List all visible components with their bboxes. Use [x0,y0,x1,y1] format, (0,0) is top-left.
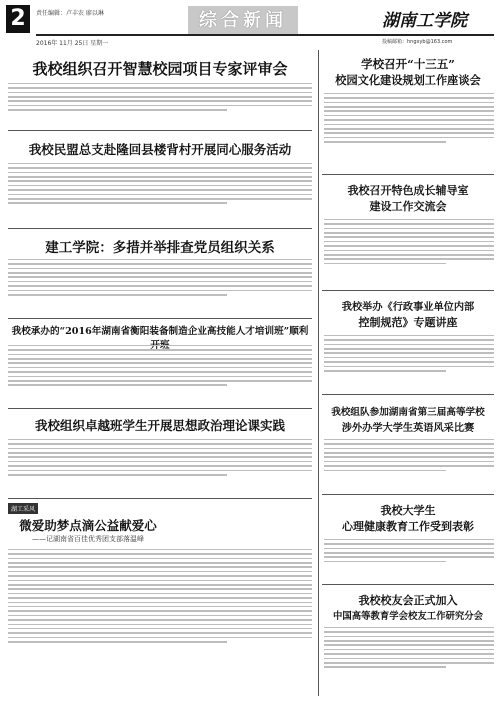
headline-internal-control-1: 我校举办《行政事业单位内部 [341,301,475,313]
divider [8,408,312,409]
subhead-charity: ——记湖南省百佳优秀团支部落温峰 [32,535,144,543]
body-internal-control [324,332,494,390]
masthead [0,0,500,46]
headline-smart-campus: 我校组织召开智慧校园项目专家评审会 [32,60,288,78]
headline-training-class: 我校承办的“2016年湖南省衡阳装备制造企业高技能人才培训班”顺利 [11,326,309,337]
divider [322,584,494,585]
body-english-contest [324,436,494,492]
body-politics-practice [8,436,312,496]
divider [8,228,312,229]
headline-counseling-1: 我校召开特色成长辅导室 [347,184,469,197]
headline-alumni-2: 中国高等教育学会校友工作研究分会 [332,611,483,622]
section-banner: 综合新闻 [188,6,298,36]
headline-english-contest-2: 涉外办学大学生英语风采比赛 [341,422,475,434]
divider [322,290,494,291]
headline-culture-plan-1: 学校召开“十三五” [361,57,455,71]
contact-email: 投稿邮箱：hngxyb@163.com [382,39,453,45]
headline-politics-practice: 我校组织卓越班学生开展思想政治理论课实践 [34,418,285,433]
headline-mental-health-2: 心理健康教育工作受到表彰 [342,520,474,533]
headline-mental-health-1: 我校大学生 [380,504,436,517]
headline-minmeng-service: 我校民盟总支赴隆回县楼背村开展同心服务活动 [28,142,292,157]
headline-charity: 微爱助梦点滴公益献爱心 [19,518,157,533]
page-number: 2 [6,5,30,33]
body-training-class [8,342,312,406]
headline-alumni-1: 我校校友会正式加入 [358,594,458,607]
divider [322,394,494,395]
headline-internal-control-2: 控制规范》专题讲座 [358,316,458,329]
masthead-rule [36,34,494,36]
date-line: 2016年 11月 25日 星期一 [36,40,109,47]
body-party-relations [8,256,312,316]
divider [8,498,312,499]
divider [8,130,312,131]
headline-english-contest-1: 我校组队参加湖南省第三届高等学校 [331,407,485,418]
divider [322,494,494,495]
body-smart-campus [8,80,312,128]
headline-party-relations: 建工学院：多措并举排查党员组织关系 [45,240,275,256]
body-culture-plan [324,90,494,170]
paper-logo: 湖南工学院 [382,11,467,31]
body-minmeng-service [8,160,312,226]
body-charity [8,546,312,696]
editors-line: 责任编辑：卢丰农 廖以琳 [36,10,104,17]
column-divider [318,50,319,696]
column-tag: 湖工采风 [8,503,38,514]
headline-culture-plan-2: 校园文化建设规划工作座谈会 [335,73,481,87]
body-alumni [324,624,494,694]
body-counseling [324,216,494,286]
divider [322,174,494,175]
body-mental-health [324,536,494,580]
headline-counseling-2: 建设工作交流会 [369,200,447,213]
divider [8,318,312,319]
